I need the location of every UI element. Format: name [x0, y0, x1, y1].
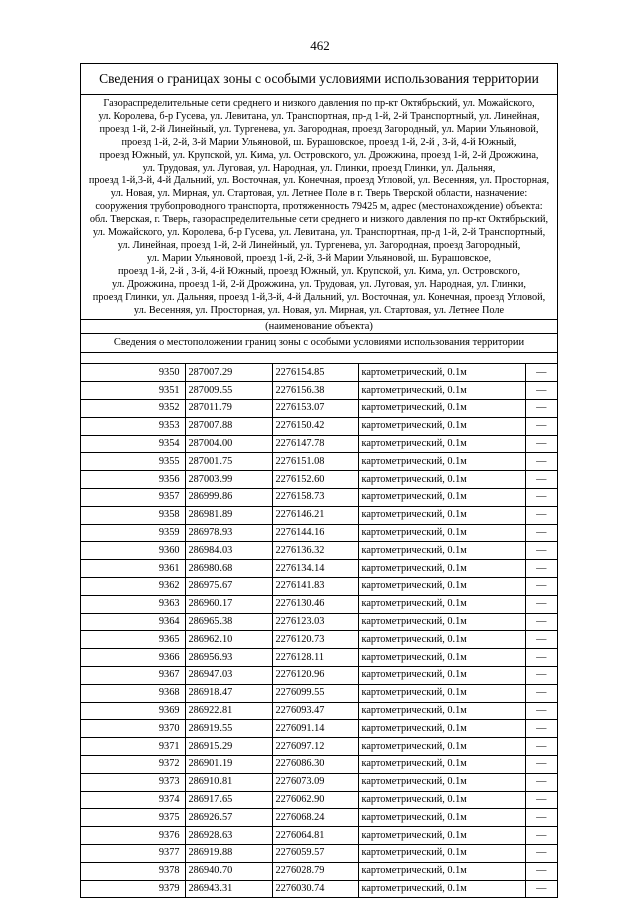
x-coordinate-cell: 286943.31 [185, 880, 272, 897]
note-cell: — [525, 417, 557, 435]
y-coordinate-cell: 2276123.03 [272, 613, 358, 631]
y-coordinate-cell: 2276028.79 [272, 862, 358, 880]
page-number: 462 [310, 38, 330, 53]
coordinates-table [81, 363, 557, 897]
description-line: ул. Марии Ульяновой, проезд 1-й, 2-й, 3-й Марии Ульяновой, ш. Бурашовское, [146, 252, 492, 264]
point-number-cell: 9363 [81, 595, 185, 613]
object-description [81, 95, 557, 320]
table-row [81, 862, 557, 880]
table-row [81, 400, 557, 418]
point-number-cell: 9368 [81, 684, 185, 702]
description-line: ул. Дрожжина, проезд 1-й, 2-й Дрожжина, ул. Трудовая, ул. Луговая, ул. Народная, ул. Глинки, [112, 278, 526, 290]
y-coordinate-cell: 2276120.96 [272, 666, 358, 684]
point-number-cell: 9375 [81, 809, 185, 827]
table-row [81, 417, 557, 435]
method-cell: картометрический, 0.1м [358, 862, 525, 880]
table-row [81, 809, 557, 827]
x-coordinate-cell: 287001.75 [185, 453, 272, 471]
table-row [81, 471, 557, 489]
table-row [81, 542, 557, 560]
x-coordinate-cell: 286940.70 [185, 862, 272, 880]
method-cell: картометрический, 0.1м [358, 666, 525, 684]
y-coordinate-cell: 2276144.16 [272, 524, 358, 542]
method-cell: картометрический, 0.1м [358, 524, 525, 542]
method-cell: картометрический, 0.1м [358, 435, 525, 453]
y-coordinate-cell: 2276062.90 [272, 791, 358, 809]
note-cell: — [525, 738, 557, 756]
description-line: проезд Южный, ул. Крупской, ул. Кима, ул. Островского, ул. Дрожжина, проезд 1-й, 2-й Дрожжина, [99, 149, 539, 161]
method-cell: картометрический, 0.1м [358, 684, 525, 702]
point-number-cell: 9366 [81, 649, 185, 667]
method-cell: картометрический, 0.1м [358, 488, 525, 506]
point-number-cell: 9352 [81, 400, 185, 418]
note-cell: — [525, 844, 557, 862]
point-number-cell: 9350 [81, 364, 185, 382]
x-coordinate-cell: 286926.57 [185, 809, 272, 827]
x-coordinate-cell: 286917.65 [185, 791, 272, 809]
note-cell: — [525, 791, 557, 809]
method-cell: картометрический, 0.1м [358, 417, 525, 435]
y-coordinate-cell: 2276093.47 [272, 702, 358, 720]
y-coordinate-cell: 2276059.57 [272, 844, 358, 862]
y-coordinate-cell: 2276128.11 [272, 649, 358, 667]
note-cell: — [525, 400, 557, 418]
x-coordinate-cell: 287007.88 [185, 417, 272, 435]
table-row [81, 827, 557, 845]
note-cell: — [525, 827, 557, 845]
point-number-cell: 9353 [81, 417, 185, 435]
note-cell: — [525, 720, 557, 738]
note-cell: — [525, 862, 557, 880]
table-row [81, 560, 557, 578]
x-coordinate-cell: 286975.67 [185, 577, 272, 595]
method-cell: картометрический, 0.1м [358, 631, 525, 649]
y-coordinate-cell: 2276158.73 [272, 488, 358, 506]
note-cell: — [525, 880, 557, 897]
method-cell: картометрический, 0.1м [358, 542, 525, 560]
location-heading: Сведения о местоположении границ зоны с особыми условиями использования территории [81, 334, 557, 353]
method-cell: картометрический, 0.1м [358, 702, 525, 720]
x-coordinate-cell: 286956.93 [185, 649, 272, 667]
table-row [81, 649, 557, 667]
point-number-cell: 9377 [81, 844, 185, 862]
description-line: ул. Можайского, ул. Королева, б-р Гусева, ул. Левитана, ул. Транспортная, пр-д 1-й, 2-й Транспортный, [92, 227, 546, 239]
table-row [81, 755, 557, 773]
note-cell: — [525, 542, 557, 560]
point-number-cell: 9354 [81, 435, 185, 453]
table-row [81, 613, 557, 631]
table-row [81, 844, 557, 862]
note-cell: — [525, 577, 557, 595]
method-cell: картометрический, 0.1м [358, 809, 525, 827]
x-coordinate-cell: 286947.03 [185, 666, 272, 684]
x-coordinate-cell: 286922.81 [185, 702, 272, 720]
note-cell: — [525, 435, 557, 453]
note-cell: — [525, 471, 557, 489]
table-row [81, 435, 557, 453]
y-coordinate-cell: 2276064.81 [272, 827, 358, 845]
method-cell: картометрический, 0.1м [358, 595, 525, 613]
description-line: ул. Трудовая, ул. Луговая, ул. Народная, ул. Глинки, проезд Глинки, ул. Дальняя, [142, 162, 496, 174]
object-name-caption: (наименование объекта) [81, 320, 557, 334]
note-cell: — [525, 560, 557, 578]
x-coordinate-cell: 286984.03 [185, 542, 272, 560]
x-coordinate-cell: 286962.10 [185, 631, 272, 649]
method-cell: картометрический, 0.1м [358, 400, 525, 418]
x-coordinate-cell: 286981.89 [185, 506, 272, 524]
document-title: Сведения о границах зоны с особыми условиями использования территории [81, 64, 557, 95]
y-coordinate-cell: 2276091.14 [272, 720, 358, 738]
table-row [81, 684, 557, 702]
point-number-cell: 9369 [81, 702, 185, 720]
method-cell: картометрический, 0.1м [358, 844, 525, 862]
x-coordinate-cell: 286919.88 [185, 844, 272, 862]
note-cell: — [525, 453, 557, 471]
y-coordinate-cell: 2276073.09 [272, 773, 358, 791]
x-coordinate-cell: 286965.38 [185, 613, 272, 631]
table-row [81, 488, 557, 506]
method-cell: картометрический, 0.1м [358, 791, 525, 809]
x-coordinate-cell: 287009.55 [185, 382, 272, 400]
x-coordinate-cell: 287003.99 [185, 471, 272, 489]
y-coordinate-cell: 2276152.60 [272, 471, 358, 489]
y-coordinate-cell: 2276134.14 [272, 560, 358, 578]
note-cell: — [525, 613, 557, 631]
table-row [81, 738, 557, 756]
y-coordinate-cell: 2276030.74 [272, 880, 358, 897]
method-cell: картометрический, 0.1м [358, 382, 525, 400]
point-number-cell: 9372 [81, 755, 185, 773]
note-cell: — [525, 684, 557, 702]
x-coordinate-cell: 286918.47 [185, 684, 272, 702]
note-cell: — [525, 631, 557, 649]
table-spacer [81, 353, 557, 363]
point-number-cell: 9376 [81, 827, 185, 845]
point-number-cell: 9370 [81, 720, 185, 738]
note-cell: — [525, 773, 557, 791]
table-row [81, 577, 557, 595]
point-number-cell: 9361 [81, 560, 185, 578]
table-row [81, 524, 557, 542]
description-line: проезд 1-й, 2-й Линейный, ул. Тургенева, ул. Загородная, проезд Загородный, ул. Марии Ульяновой, [99, 123, 539, 135]
y-coordinate-cell: 2276141.83 [272, 577, 358, 595]
x-coordinate-cell: 286928.63 [185, 827, 272, 845]
description-line: Газораспределительные сети среднего и низкого давления по пр-кт Октябрьский, ул. Можайского, [103, 98, 535, 109]
y-coordinate-cell: 2276068.24 [272, 809, 358, 827]
y-coordinate-cell: 2276099.55 [272, 684, 358, 702]
description-line: ул. Линейная, проезд 1-й, 2-й Линейный, ул. Тургенева, ул. Загородная, проезд Загородный, [117, 239, 521, 251]
point-number-cell: 9359 [81, 524, 185, 542]
method-cell: картометрический, 0.1м [358, 649, 525, 667]
note-cell: — [525, 506, 557, 524]
x-coordinate-cell: 286919.55 [185, 720, 272, 738]
point-number-cell: 9355 [81, 453, 185, 471]
point-number-cell: 9358 [81, 506, 185, 524]
x-coordinate-cell: 287011.79 [185, 400, 272, 418]
note-cell: — [525, 702, 557, 720]
table-row [81, 880, 557, 897]
point-number-cell: 9362 [81, 577, 185, 595]
table-row [81, 364, 557, 382]
table-row [81, 453, 557, 471]
table-row [81, 595, 557, 613]
method-cell: картометрический, 0.1м [358, 720, 525, 738]
method-cell: картометрический, 0.1м [358, 471, 525, 489]
y-coordinate-cell: 2276147.78 [272, 435, 358, 453]
document-frame [80, 63, 558, 898]
method-cell: картометрический, 0.1м [358, 880, 525, 897]
description-line: ул. Королева, б-р Гусева, ул. Левитана, ул. Транспортная, пр-д 1-й, 2-й Транспортный, ул. Линейная, [98, 110, 540, 122]
method-cell: картометрический, 0.1м [358, 453, 525, 471]
table-row [81, 382, 557, 400]
x-coordinate-cell: 286978.93 [185, 524, 272, 542]
point-number-cell: 9364 [81, 613, 185, 631]
y-coordinate-cell: 2276156.38 [272, 382, 358, 400]
y-coordinate-cell: 2276130.46 [272, 595, 358, 613]
method-cell: картометрический, 0.1м [358, 560, 525, 578]
y-coordinate-cell: 2276120.73 [272, 631, 358, 649]
description-line: проезд 1-й, 2-й , 3-й, 4-й Южный, проезд Южный, ул. Крупской, ул. Кима, ул. Островского, [118, 265, 520, 277]
x-coordinate-cell: 287007.29 [185, 364, 272, 382]
method-cell: картометрический, 0.1м [358, 613, 525, 631]
description-line: проезд 1-й,3-й, 4-й Дальний, ул. Восточная, ул. Конечная, проезд Угловой, ул. Весенняя, ул. Просторная, [88, 175, 550, 187]
table-row [81, 791, 557, 809]
note-cell: — [525, 382, 557, 400]
description-line: сооружения трубопроводного транспорта, протяженность 79425 м, адрес (местонахождение) объекта: [95, 201, 543, 213]
point-number-cell: 9367 [81, 666, 185, 684]
table-row [81, 666, 557, 684]
y-coordinate-cell: 2276151.08 [272, 453, 358, 471]
x-coordinate-cell: 286980.68 [185, 560, 272, 578]
table-row [81, 720, 557, 738]
y-coordinate-cell: 2276154.85 [272, 364, 358, 382]
method-cell: картометрический, 0.1м [358, 577, 525, 595]
method-cell: картометрический, 0.1м [358, 773, 525, 791]
note-cell: — [525, 524, 557, 542]
point-number-cell: 9356 [81, 471, 185, 489]
description-line: проезд 1-й, 2-й, 3-й Марии Ульяновой, ш. Бурашовское, проезд 1-й, 2-й , 3-й, 4-й Южный, [121, 136, 517, 148]
point-number-cell: 9378 [81, 862, 185, 880]
description-line: ул. Новая, ул. Мирная, ул. Стартовая, ул. Летнее Поле в г. Тверь Тверской области, назначение: [110, 188, 528, 200]
point-number-cell: 9360 [81, 542, 185, 560]
table-row [81, 702, 557, 720]
x-coordinate-cell: 286915.29 [185, 738, 272, 756]
point-number-cell: 9373 [81, 773, 185, 791]
method-cell: картометрический, 0.1м [358, 827, 525, 845]
note-cell: — [525, 666, 557, 684]
point-number-cell: 9357 [81, 488, 185, 506]
y-coordinate-cell: 2276136.32 [272, 542, 358, 560]
table-row [81, 631, 557, 649]
point-number-cell: 9365 [81, 631, 185, 649]
note-cell: — [525, 595, 557, 613]
y-coordinate-cell: 2276086.30 [272, 755, 358, 773]
point-number-cell: 9371 [81, 738, 185, 756]
table-row [81, 506, 557, 524]
method-cell: картометрический, 0.1м [358, 738, 525, 756]
x-coordinate-cell: 286910.81 [185, 773, 272, 791]
description-line: проезд Глинки, ул. Дальняя, проезд 1-й,3-й, 4-й Дальний, ул. Восточная, ул. Конечная, проезд Угловой, [92, 291, 546, 303]
note-cell: — [525, 755, 557, 773]
point-number-cell: 9379 [81, 880, 185, 897]
y-coordinate-cell: 2276150.42 [272, 417, 358, 435]
x-coordinate-cell: 286960.17 [185, 595, 272, 613]
point-number-cell: 9351 [81, 382, 185, 400]
note-cell: — [525, 364, 557, 382]
description-line: ул. Весенняя, ул. Просторная, ул. Новая, ул. Мирная, ул. Стартовая, ул. Летнее Поле [133, 304, 505, 316]
note-cell: — [525, 649, 557, 667]
description-line: обл. Тверская, г. Тверь, газораспределительные сети среднего и низкого давления по пр-кт Октябрьский, [89, 214, 549, 226]
method-cell: картометрический, 0.1м [358, 755, 525, 773]
note-cell: — [525, 809, 557, 827]
point-number-cell: 9374 [81, 791, 185, 809]
table-row [81, 773, 557, 791]
x-coordinate-cell: 287004.00 [185, 435, 272, 453]
note-cell: — [525, 488, 557, 506]
method-cell: картометрический, 0.1м [358, 506, 525, 524]
y-coordinate-cell: 2276153.07 [272, 400, 358, 418]
y-coordinate-cell: 2276146.21 [272, 506, 358, 524]
y-coordinate-cell: 2276097.12 [272, 738, 358, 756]
method-cell: картометрический, 0.1м [358, 364, 525, 382]
x-coordinate-cell: 286999.86 [185, 488, 272, 506]
x-coordinate-cell: 286901.19 [185, 755, 272, 773]
